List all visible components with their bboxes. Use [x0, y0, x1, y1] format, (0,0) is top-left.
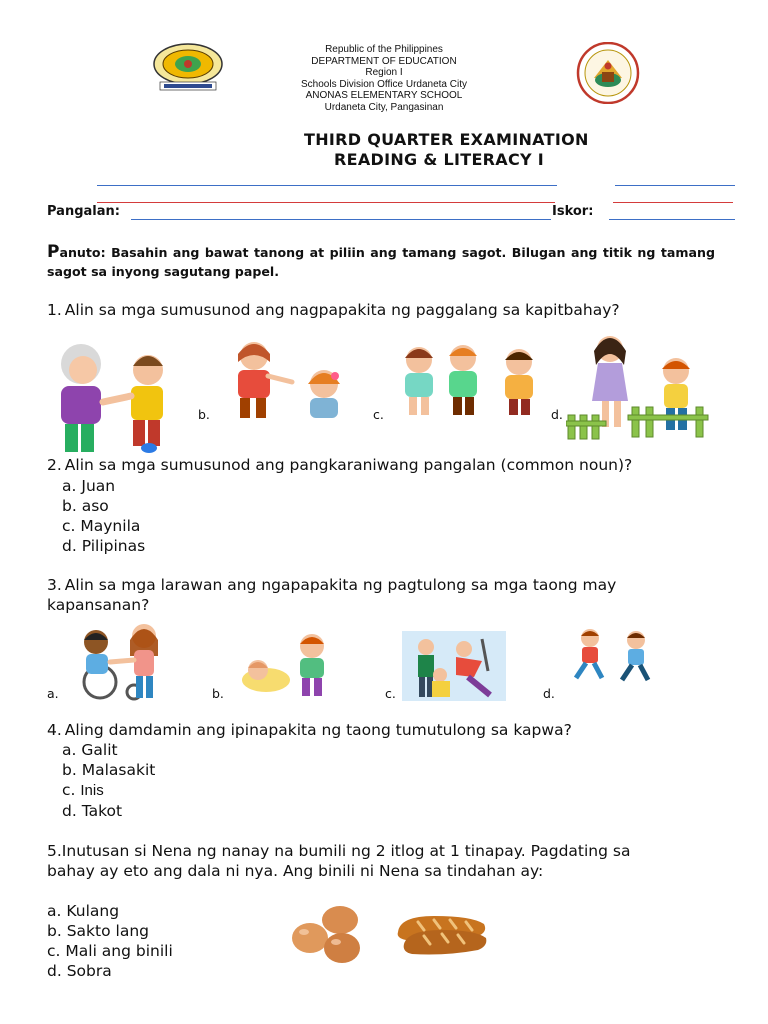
option-text: Galit — [81, 741, 118, 759]
choice-letter: c. — [373, 407, 384, 422]
option-c[interactable] — [62, 516, 145, 536]
option-text: Inis — [80, 782, 104, 799]
option-text: Sakto lang — [66, 922, 149, 940]
option-text: Mali ang binili — [65, 942, 173, 960]
question-number: 4. — [47, 721, 62, 739]
option-letter: b. — [62, 761, 77, 779]
header-line: Region I — [365, 67, 403, 78]
instructions-text: anuto: Basahin ang bawat tanong at piliin ang tamang sagot. Bilugan ang titik ng tamang sagot sa inyong sagutang papel. — [47, 245, 715, 279]
option-letter: a. — [47, 902, 62, 920]
option-letter: a. — [62, 741, 77, 759]
name-field-line[interactable] — [131, 219, 551, 220]
header-block — [0, 44, 768, 113]
divider-line — [97, 185, 557, 186]
option-list — [62, 476, 145, 556]
option-d[interactable] — [62, 536, 145, 556]
divider-line — [97, 202, 555, 203]
option-text: Sobra — [66, 962, 112, 980]
option-letter: d. — [62, 802, 77, 820]
girl-shouting-at-crying-girl-icon[interactable] — [214, 340, 354, 422]
option-a[interactable] — [62, 476, 145, 496]
option-a[interactable] — [47, 901, 173, 921]
question-number: 1. — [47, 301, 62, 319]
score-label: Iskor: — [552, 204, 594, 219]
option-text: Pilipinas — [81, 537, 146, 555]
question-1 — [47, 300, 620, 320]
header-line: ANONAS ELEMENTARY SCHOOL — [305, 90, 463, 101]
question-text: Alin sa mga larawan ang ngapapakita ng pagtulong sa mga taong may kapansanan? — [47, 576, 617, 614]
divider-line — [613, 202, 733, 203]
option-text: Malasakit — [81, 761, 156, 779]
option-list — [47, 901, 173, 981]
header-line: Urdaneta City, Pangasinan — [324, 101, 444, 113]
option-a[interactable] — [62, 740, 155, 760]
option-letter: d. — [47, 962, 62, 980]
choice-letter: a. — [47, 686, 59, 701]
question-2 — [47, 455, 632, 475]
choice-letter: d. — [551, 407, 563, 422]
choice-letter: b. — [198, 407, 210, 422]
option-text: Kulang — [66, 902, 120, 920]
header-line: DEPARTMENT OF EDUCATION — [311, 55, 457, 67]
option-letter: c. — [62, 781, 76, 799]
question-text: Alin sa mga sumusunod ang pangkaraniwang pangalan (common noun)? — [64, 456, 633, 474]
people-helping-injured-man-icon[interactable] — [402, 631, 506, 701]
option-b[interactable] — [47, 921, 173, 941]
exam-title: THIRD QUARTER EXAMINATION — [304, 130, 589, 149]
header-line: Republic of the Philippines — [325, 44, 443, 55]
question-text: Inutusan si Nena ng nanay na bumili ng 2 itlog at 1 tinapay. Pagdating sa bahay ay eto ang dala ni nya. Ang binili ni Nena sa tindahan ay: — [47, 842, 631, 880]
girl-pushing-wheelchair-icon[interactable] — [64, 622, 168, 702]
question-4 — [47, 720, 572, 740]
children-laughing-at-boy-icon[interactable] — [395, 342, 545, 420]
name-label: Pangalan: — [47, 204, 120, 219]
option-letter: a. — [62, 477, 77, 495]
option-text: Takot — [81, 802, 123, 820]
option-c[interactable] — [62, 780, 155, 801]
option-d[interactable] — [62, 801, 155, 821]
question-text: Aling damdamin ang ipinapakita ng taong tumutulong sa kapwa? — [64, 721, 572, 739]
girl-and-boy-by-fence-icon[interactable] — [566, 333, 712, 441]
option-text: aso — [81, 497, 109, 515]
choice-letter: c. — [385, 686, 396, 701]
score-field-line[interactable] — [609, 219, 735, 220]
boy-helping-grandmother-icon[interactable] — [45, 340, 177, 456]
option-list — [62, 740, 155, 821]
question-5 — [47, 841, 647, 881]
instructions-initial: P — [47, 242, 60, 262]
option-letter: b. — [47, 922, 62, 940]
instructions — [47, 243, 715, 281]
boy-and-fallen-child-icon[interactable] — [236, 632, 336, 698]
option-c[interactable] — [47, 941, 173, 961]
question-number: 5. — [47, 842, 62, 860]
header-line: Schools Division Office Urdaneta City — [301, 78, 467, 90]
two-boys-running-icon[interactable] — [568, 628, 656, 684]
question-3 — [47, 575, 707, 615]
option-b[interactable] — [62, 496, 145, 516]
choice-letter: d. — [543, 686, 555, 701]
anonas-elementary-school-seal-icon — [574, 42, 642, 104]
three-eggs-icon — [288, 904, 368, 968]
divider-line — [615, 185, 735, 186]
option-letter: c. — [47, 942, 61, 960]
question-number: 3. — [47, 576, 62, 594]
option-letter: d. — [62, 537, 77, 555]
option-b[interactable] — [62, 760, 155, 780]
two-bread-loaves-icon — [394, 910, 490, 956]
exam-subject: READING & LITERACY I — [334, 150, 545, 169]
question-text: Alin sa mga sumusunod ang nagpapakita ng paggalang sa kapitbahay? — [64, 301, 620, 319]
question-number: 2. — [47, 456, 62, 474]
choice-letter: b. — [212, 686, 224, 701]
option-text: Juan — [81, 477, 116, 495]
option-d[interactable] — [47, 961, 173, 981]
option-letter: b. — [62, 497, 77, 515]
option-letter: c. — [62, 517, 76, 535]
option-text: Maynila — [80, 517, 141, 535]
